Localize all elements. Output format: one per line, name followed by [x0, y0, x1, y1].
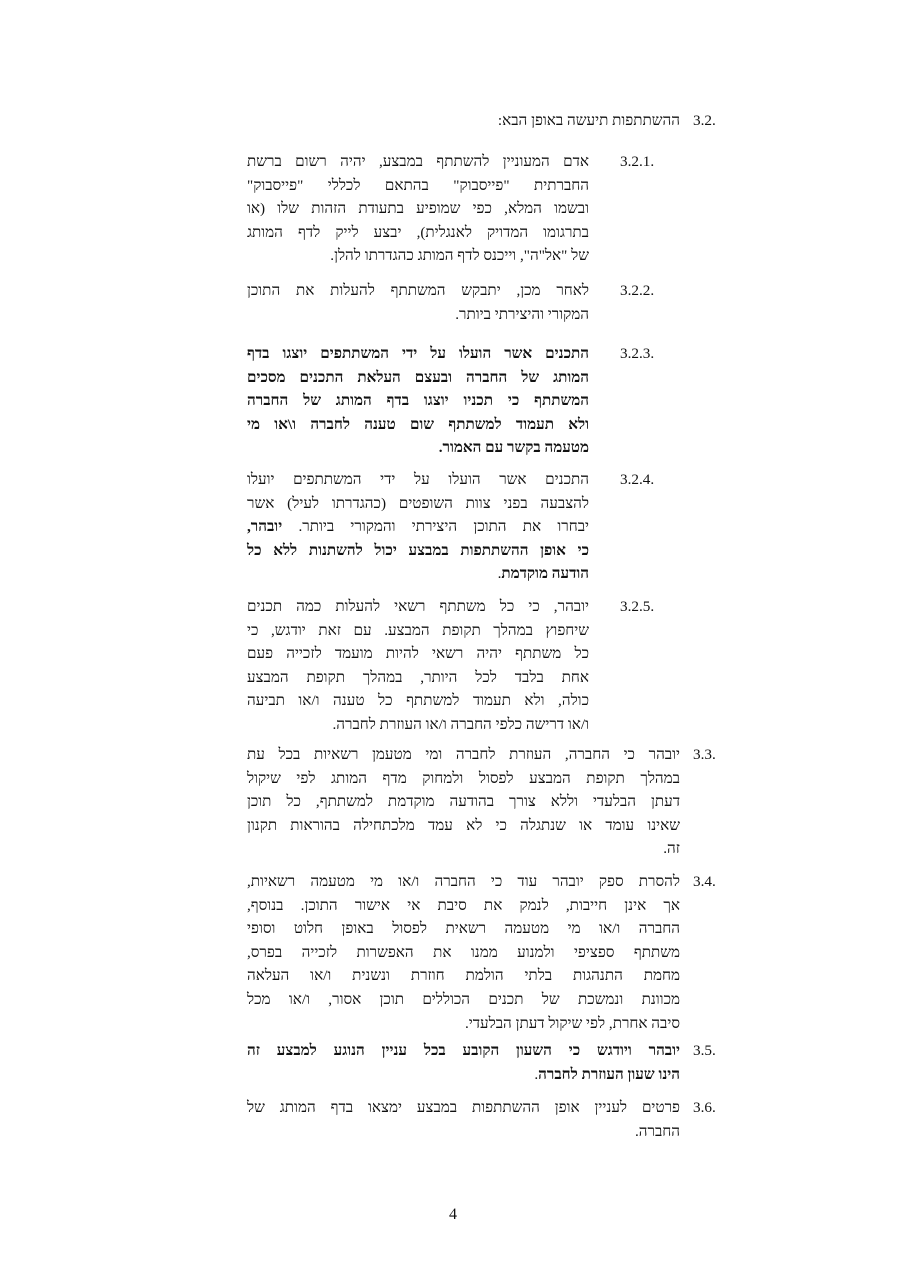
clause-line: זה. — [663, 840, 680, 858]
clause-line: דעתן הבלעדי וללא צורך בהודעה מוקדמת למשתתף, כל תוכן — [247, 793, 680, 811]
clause-line: סיבה אחרת, לפי שיקול דעתן הבלעדי. — [464, 1014, 680, 1032]
clause-line — [247, 515, 589, 539]
clause-text: יבחרו את התוכן היצירתי והמקורי ביותר. — [298, 518, 590, 536]
clause-line: יובהר כי החברה, העוזרת לחברה ומי מטעמן רשאיות בכל עת — [247, 746, 680, 763]
clause-line: יובהר ויודגש כי השעון הקובע בכל עניין הנוגע למבצע זה — [247, 1042, 680, 1059]
clause-line — [247, 562, 589, 586]
page-number: 4 — [449, 1206, 457, 1223]
clause-3-2-4 — [247, 468, 589, 586]
clause-line — [247, 1063, 680, 1087]
clause-line: פרטים לעניין אופן ההשתתפות במבצע ימצאו בדף המותג של — [247, 1099, 680, 1116]
clause-line: מטעמה בקשר עם האמור. — [438, 439, 589, 457]
period-text: . — [497, 565, 502, 583]
clause-line: המשתתף כי תכניו יוצגו בדף המותג של החברה — [247, 392, 589, 410]
clause-line: מחמת התנהגות בלתי הולמת חוזרת ונשנית ו/או העלאה — [247, 967, 680, 985]
clause-3-2-3 — [247, 342, 589, 460]
clause-line: להסרת ספק יובהר עוד כי החברה ו/או מי מטעמה רשאיות, — [247, 873, 680, 890]
clause-3-3 — [247, 743, 680, 861]
clause-line: של "אל"ה", וייכנס לדף המותג כהגדרתו להלן. — [330, 247, 589, 265]
clause-number-3-2-2: 3.2.2. — [620, 282, 655, 299]
clause-line: כל משתתף יהיה רשאי להיות מועמד לזכייה פעם — [247, 645, 589, 663]
clause-line: כי אופן ההשתתפות במבצע יכול להשתנות ללא כל — [247, 541, 589, 559]
period-text: . — [534, 1065, 539, 1083]
clause-line: במהלך תקופת המבצע לפסול ולמחוק מדף המותג לפי שיקול — [247, 769, 680, 787]
clause-line: שיחפוץ במהלך תקופת המבצע. עם זאת יודגש, כי — [247, 621, 589, 639]
clause-line: לאחר מכן, יתבקש המשתתף להעלות את התוכן — [247, 282, 589, 299]
clause-line: להצבעה בפני צוות השופטים (כהגדרתו לעיל) אשר — [247, 494, 589, 512]
clause-line: ובשמו המלא, כפי שמופיע בתעודת הזהות שלו (או — [247, 200, 589, 218]
clause-number-3-2-1: 3.2.1. — [620, 153, 655, 170]
clause-3-4 — [247, 870, 680, 1035]
clause-line: ולא תעמוד למשתתף שום טענה לחברה ו\או מי — [247, 415, 589, 433]
clause-3-2-5 — [247, 595, 589, 737]
clause-number-3-5: 3.5. — [693, 1042, 716, 1059]
clause-number-3-2-5: 3.2.5. — [620, 598, 655, 615]
clause-line: משתתף ספציפי ולמנוע ממנו את האפשרות לזכייה בפרס, — [247, 943, 680, 961]
clause-number-3-2: 3.2. — [693, 112, 716, 129]
clause-line: שאינו עומד או שנתגלה כי לא עמד מלכתחילה בהוראות תקנון — [247, 816, 680, 834]
clause-line: בתרגומו המדויק לאנגלית), יבצע לייק לדף המותג — [247, 223, 589, 241]
clause-number-3-2-3: 3.2.3. — [620, 345, 655, 362]
clause-line: החברה. — [634, 1122, 680, 1140]
clause-line: המקורי והיצירתי ביותר. — [455, 305, 589, 323]
clause-line: יובהר, כי כל משתתף רשאי להעלות כמה תכנים — [247, 598, 589, 615]
clause-3-6 — [247, 1096, 680, 1143]
clause-line: החברה ו/או מי מטעמה רשאית לפסול באופן חלוט וסופי — [247, 920, 680, 938]
clause-number-3-4: 3.4. — [693, 873, 716, 890]
clause-3-2-2 — [247, 279, 589, 326]
clause-3-2-1 — [247, 150, 589, 268]
clause-line: מכוונת ונמשכת של תכנים הכוללים תוכן אסור, ו/או מכל — [247, 990, 680, 1008]
clause-number-3-2-4: 3.2.4. — [620, 471, 655, 488]
emphasis-text: יובהר, — [247, 518, 283, 536]
clause-text: הינו שעון העוזרת לחברה — [538, 1065, 680, 1083]
emphasis-text: הודעה מוקדמת — [501, 565, 589, 583]
clause-line: אדם המעוניין להשתתף במבצע, יהיה רשום ברשת — [247, 153, 589, 170]
clause-number-3-6: 3.6. — [693, 1099, 716, 1116]
clause-line: כולה, ולא תעמוד למשתתף כל טענה ו/או תביעה — [247, 692, 589, 710]
clause-3-2 — [300, 109, 680, 133]
clause-line: אחת בלבד לכל היותר, במהלך תקופת המבצע — [247, 668, 589, 686]
clause-line: ו/או דרישה כלפי החברה ו/או העוזרת לחברה. — [332, 715, 589, 733]
clause-line: המותג של החברה ובעצם העלאת התכנים מסכים — [247, 368, 589, 386]
clause-line: ההשתתפות תיעשה באופן הבא: — [497, 112, 680, 129]
clause-line: התכנים אשר הועלו על ידי המשתתפים יוצגו בדף — [247, 345, 589, 362]
clause-3-5 — [247, 1039, 680, 1086]
clause-number-3-3: 3.3. — [693, 746, 716, 763]
clause-line: אך אינן חייבות, לנמק את סיבת אי אישור התוכן. בנוסף, — [247, 896, 680, 914]
clause-line: התכנים אשר הועלו על ידי המשתתפים יועלו — [247, 471, 589, 488]
clause-line: החברתית "פייסבוק" בהתאם לכללי "פייסבוק" — [247, 176, 589, 194]
